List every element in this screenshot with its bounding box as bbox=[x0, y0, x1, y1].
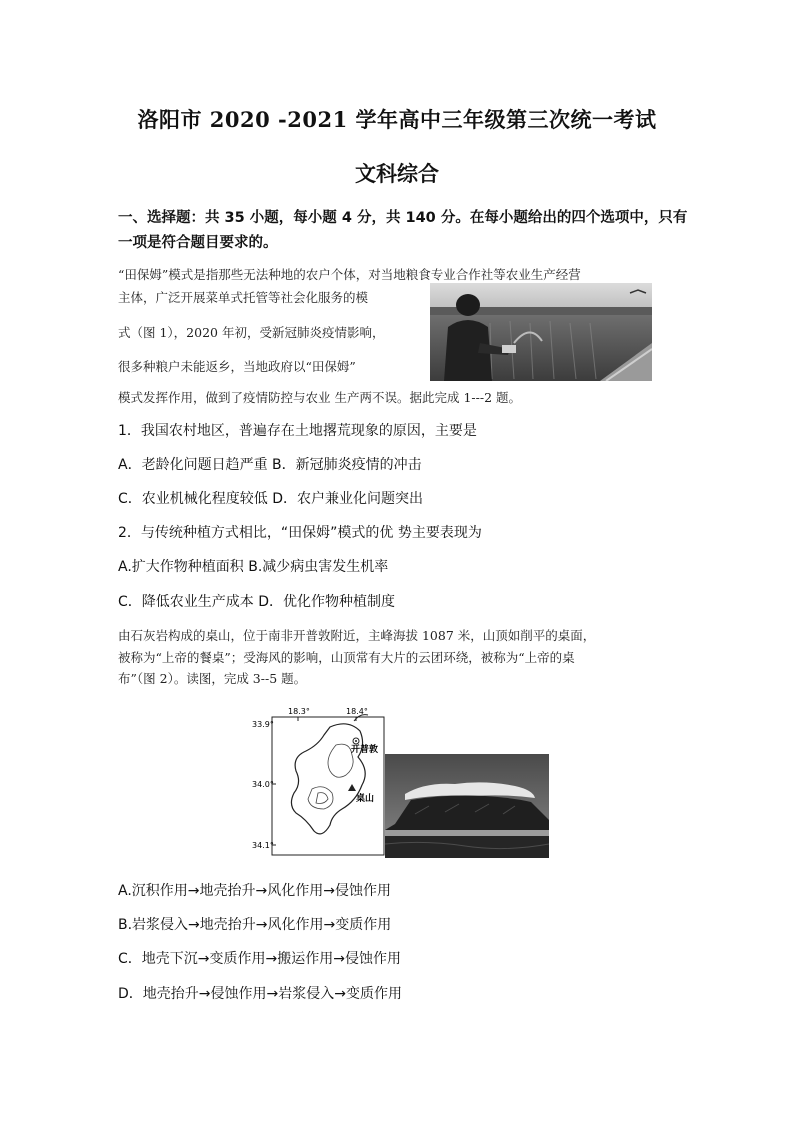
passage2-line3: 布”（图 2）。读图，完成 3--5 题。 bbox=[118, 671, 307, 686]
passage1-line2: 主体，广泛开展菜单式托管等社会化服务的模 bbox=[118, 290, 369, 305]
map-lat-bottom: 34.1° bbox=[252, 841, 274, 850]
figure2-map bbox=[252, 705, 387, 860]
q1-options-cd: C．农业机械化程度较低 D．农户兼业化问题突出 bbox=[118, 491, 424, 507]
q2-options-ab: A.扩大作物种植面积 B.减少病虫害发生机率 bbox=[118, 559, 389, 575]
section-heading-line2: 一项是符合题目要求的。 bbox=[118, 235, 278, 251]
map-mountain-label: 桌山 bbox=[356, 794, 375, 804]
map-lon-left: 18.3° bbox=[288, 707, 310, 716]
map-city-label: 开普敦 bbox=[351, 745, 379, 755]
section-heading-line1: 一、选择题：共 35 小题，每小题 4 分，共 140 分。在每小题给出的四个选项中，只有 bbox=[118, 210, 688, 226]
q2-stem: 2．与传统种植方式相比，“田保姆”模式的优 势主要表现为 bbox=[118, 525, 482, 541]
q3-option-c: C．地壳下沉→变质作用→搬运作用→侵蚀作用 bbox=[118, 951, 401, 967]
exam-title: 洛阳市 2020 -2021 学年高中三年级第三次统一考试 bbox=[137, 107, 657, 132]
map-lat-top: 33.9° bbox=[252, 720, 274, 729]
q2-options-cd: C．降低农业生产成本 D．优化作物种植制度 bbox=[118, 594, 396, 610]
q3-option-d: D．地壳抬升→侵蚀作用→岩浆侵入→变质作用 bbox=[118, 986, 402, 1002]
passage1-line5: 模式发挥作用，做到了疫情防控与农业 生产两不误。据此完成 1---2 题。 bbox=[118, 390, 521, 405]
passage2-line1: 由石灰岩构成的桌山，位于南非开普敦附近，主峰海拔 1087 米，山顶如削平的桌面， bbox=[118, 628, 596, 643]
exam-subtitle: 文科综合 bbox=[355, 161, 439, 186]
figure1-photo bbox=[430, 283, 652, 381]
q3-option-b: B.岩浆侵入→地壳抬升→风化作用→变质作用 bbox=[118, 917, 392, 933]
q1-options-ab: A．老龄化问题日趋严重 B．新冠肺炎疫情的冲击 bbox=[118, 457, 422, 473]
q3-option-a: A.沉积作用→地壳抬升→风化作用→侵蚀作用 bbox=[118, 883, 391, 899]
passage1-line3: 式（图 1），2020 年初，受新冠肺炎疫情影响， bbox=[118, 325, 385, 340]
passage1-line1: “田保姆”模式是指那些无法种地的农户个体，对当地粮食专业合作社等农业生产经营 bbox=[118, 267, 581, 282]
section-heading bbox=[118, 206, 688, 256]
map-lon-right: 18.4° bbox=[346, 707, 368, 716]
passage1-line4: 很多种粮户未能返乡，当地政府以“田保姆” bbox=[118, 359, 356, 374]
passage2-line2: 被称为“上帝的餐桌”；受海风的影响，山顶常有大片的云团环绕，被称为“上帝的桌 bbox=[118, 650, 575, 665]
map-lat-mid: 34.0° bbox=[252, 780, 274, 789]
q1-stem: 1．我国农村地区，普遍存在土地撂荒现象的原因，主要是 bbox=[118, 423, 477, 439]
figure2-photo bbox=[385, 754, 549, 858]
